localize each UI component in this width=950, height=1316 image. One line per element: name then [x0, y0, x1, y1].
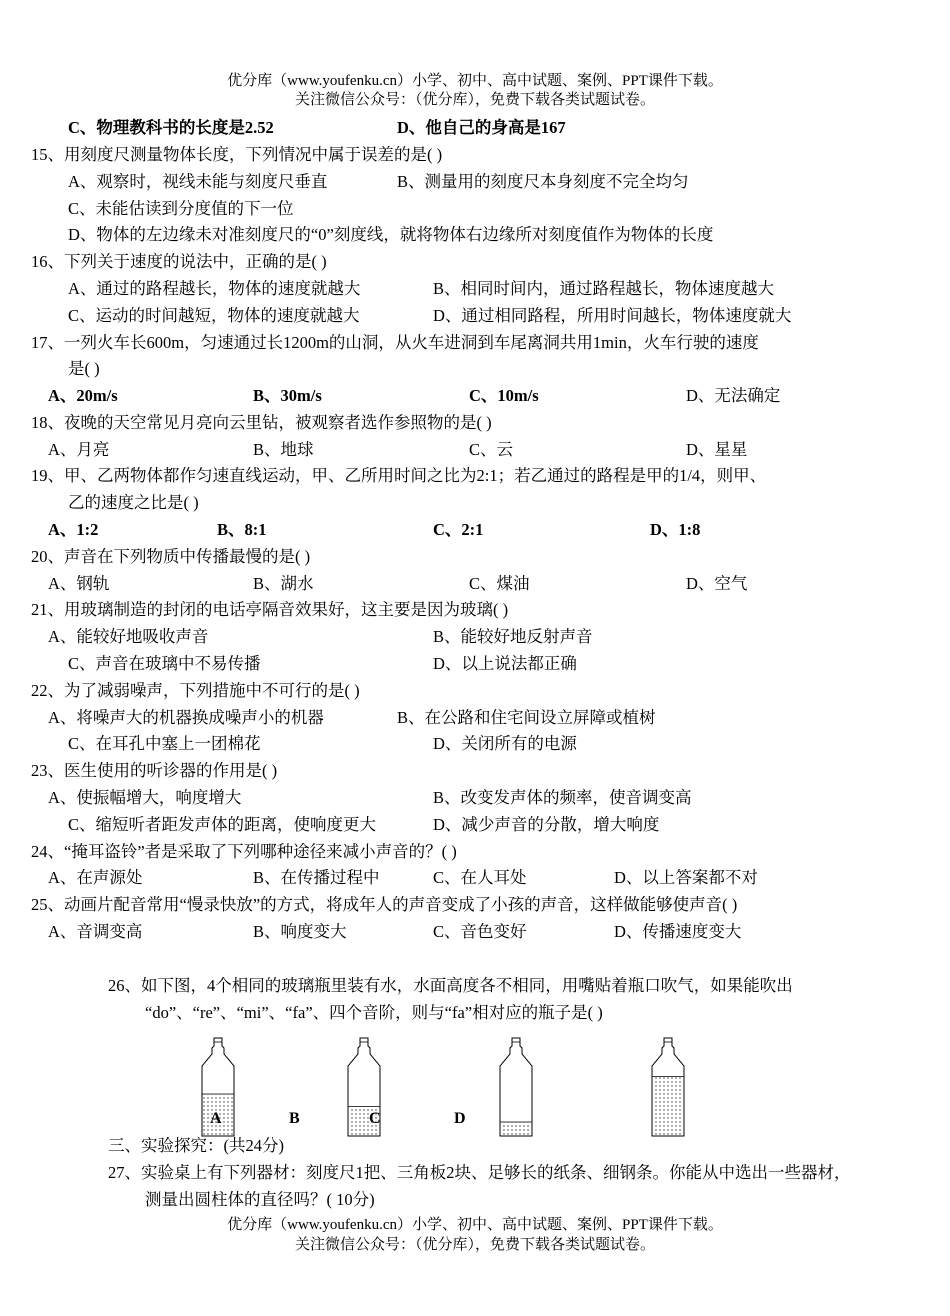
q18-option-a: A、月亮 [48, 440, 110, 459]
q20-option-d: D、空气 [686, 574, 748, 593]
bottle-water-d [653, 1077, 683, 1137]
q17-option-b: B、30m/s [253, 386, 322, 405]
q21-option-b: B、能较好地反射声音 [433, 627, 593, 646]
q15-stem: 15、用刻度尺测量物体长度，下列情况中属于误差的是( ) [31, 145, 443, 164]
q25-option-d: D、传播速度变大 [614, 922, 742, 941]
q17-stem-cont: 是( ) [68, 359, 100, 378]
q23-option-d: D、减少声音的分散，增大响度 [433, 815, 660, 834]
q20-option-c: C、煤油 [469, 574, 530, 593]
bottle-label-d: D [454, 1110, 466, 1127]
q15-option-d: D、物体的左边缘未对准刻度尺的“0”刻度线，就将物体右边缘所对刻度值作为物体的长度 [68, 225, 714, 244]
q27-stem-cont: 测量出圆柱体的直径吗？( 10分) [145, 1190, 375, 1209]
q26-stem-cont: “do”、“re”、“mi”、“fa”、四个音阶，则与“fa”相对应的瓶子是( ) [145, 1003, 603, 1022]
bottles-figure [190, 1036, 710, 1140]
q25-stem: 25、动画片配音常用“慢录快放”的方式，将成年人的声音变成了小孩的声音，这样做能够使声音( ) [31, 895, 738, 914]
q18-stem: 18、夜晚的天空常见月亮向云里钻，被观察者选作参照物的是( ) [31, 413, 492, 432]
q17-option-d: D、无法确定 [686, 386, 781, 405]
bottle-outline-c [500, 1038, 532, 1136]
q19-option-c: C、2:1 [433, 520, 484, 539]
q15-option-a: A、观察时，视线未能与刻度尺垂直 [68, 172, 328, 191]
q17-stem: 17、一列火车长600m，匀速通过长1200m的山洞，从火车进洞到车尾离洞共用1min，火车行驶的速度 [31, 333, 759, 352]
q26-stem: 26、如下图，4个相同的玻璃瓶里装有水，水面高度各不相同，用嘴贴着瓶口吹气，如果能吹出 [108, 976, 793, 995]
q25-option-a: A、音调变高 [48, 922, 143, 941]
footer-line-1: 优分库（www.youfenku.cn）小学、初中、高中试题、案例、PPT课件下载。 [227, 1217, 723, 1233]
q24-stem: 24、“掩耳盗铃”者是采取了下列哪种途径来减小声音的？( ) [31, 842, 457, 861]
q27-stem: 27、实验桌上有下列器材：刻度尺1把、三角板2块、足够长的纸条、细钢条。你能从中选出一些器材， [108, 1163, 851, 1182]
q23-option-c: C、缩短听者距发声体的距离，使响度更大 [68, 815, 377, 834]
q20-option-b: B、湖水 [253, 574, 314, 593]
q18-option-b: B、地球 [253, 440, 314, 459]
q20-stem: 20、声音在下列物质中传播最慢的是( ) [31, 547, 311, 566]
q16-option-c: C、运动的时间越短，物体的速度就越大 [68, 306, 360, 325]
q17-option-c: C、10m/s [469, 386, 539, 405]
bottle-water-c [501, 1122, 531, 1136]
header-line-1: 优分库（www.youfenku.cn）小学、初中、高中试题、案例、PPT课件下载。 [227, 73, 723, 89]
q23-option-b: B、改变发声体的频率，使音调变高 [433, 788, 692, 807]
q24-option-d: D、以上答案都不对 [614, 868, 758, 887]
q21-option-c: C、声音在玻璃中不易传播 [68, 654, 261, 673]
q19-option-b: B、8:1 [217, 520, 267, 539]
q18-option-d: D、星星 [686, 440, 748, 459]
q22-stem: 22、为了减弱噪声，下列措施中不可行的是( ) [31, 681, 360, 700]
q23-option-a: A、使振幅增大，响度增大 [48, 788, 242, 807]
q24-option-a: A、在声源处 [48, 868, 143, 887]
q16-option-b: B、相同时间内，通过路程越长，物体速度越大 [433, 279, 775, 298]
q19-stem: 19、甲、乙两物体都作匀速直线运动，甲、乙所用时间之比为2:1；若乙通过的路程是甲的1/4，则甲、 [31, 466, 767, 485]
bottle-label-a: A [210, 1110, 222, 1127]
q19-option-d: D、1:8 [650, 520, 701, 539]
q22-option-b: B、在公路和住宅间设立屏障或植树 [397, 708, 656, 727]
q14-option-c: C、物理教科书的长度是2.52 [68, 118, 274, 137]
q22-option-d: D、关闭所有的电源 [433, 734, 577, 753]
q25-option-c: C、音色变好 [433, 922, 527, 941]
q25-option-b: B、响度变大 [253, 922, 347, 941]
q23-stem: 23、医生使用的听诊器的作用是( ) [31, 761, 278, 780]
section-3-title: 三、实验探究：(共24分) [108, 1136, 284, 1155]
q14-option-d: D、他自己的身高是167 [397, 118, 566, 137]
q15-option-c: C、未能估读到分度值的下一位 [68, 199, 294, 218]
q24-option-c: C、在人耳处 [433, 868, 527, 887]
q18-option-c: C、云 [469, 440, 514, 459]
q22-option-c: C、在耳孔中塞上一团棉花 [68, 734, 261, 753]
q22-option-a: A、将噪声大的机器换成噪声小的机器 [48, 708, 324, 727]
q19-option-a: A、1:2 [48, 520, 99, 539]
footer-line-2: 关注微信公众号：（优分库），免费下载各类试题试卷。 [294, 1237, 655, 1253]
q16-stem: 16、下列关于速度的说法中，正确的是( ) [31, 252, 327, 271]
q20-option-a: A、钢轨 [48, 574, 110, 593]
q15-option-b: B、测量用的刻度尺本身刻度不完全均匀 [397, 172, 689, 191]
bottle-label-c: C [369, 1110, 381, 1127]
q21-stem: 21、用玻璃制造的封闭的电话亭隔音效果好，这主要是因为玻璃( ) [31, 600, 509, 619]
q16-option-a: A、通过的路程越长，物体的速度就越大 [68, 279, 361, 298]
q16-option-d: D、通过相同路程，所用时间越长，物体速度就大 [433, 306, 792, 325]
q21-option-d: D、以上说法都正确 [433, 654, 577, 673]
header-line-2: 关注微信公众号：（优分库），免费下载各类试题试卷。 [294, 92, 655, 108]
bottle-label-b: B [289, 1110, 300, 1127]
q24-option-b: B、在传播过程中 [253, 868, 380, 887]
q17-option-a: A、20m/s [48, 386, 118, 405]
q21-option-a: A、能较好地吸收声音 [48, 627, 209, 646]
q19-stem-cont: 乙的速度之比是( ) [68, 493, 199, 512]
